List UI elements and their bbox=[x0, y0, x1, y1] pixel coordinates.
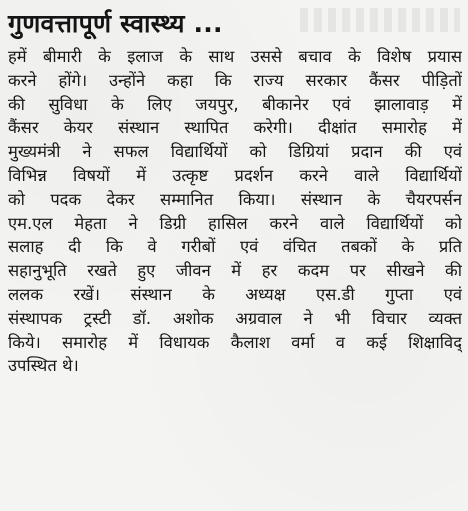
article-line: हमें बीमारी के इलाज के साथ उससे बचाव के विशेष प्रयास bbox=[8, 47, 462, 66]
article-line: ललक रखें। संस्थान के अध्यक्ष एस.डी गुप्ता एवं bbox=[8, 284, 462, 304]
show-through-texture bbox=[300, 8, 460, 32]
article-line: को पदक देकर सम्मानित किया। संस्थान के चैयरपर्सन bbox=[8, 189, 462, 209]
article-line: संस्थापक ट्रस्टी डॉ. अशोक अग्रवाल ने भी विचार व्यक्त bbox=[8, 308, 462, 328]
article-line: सहानुभूति रखते हुए जीवन में हर कदम पर सीखने की bbox=[8, 261, 462, 281]
article-line: कैंसर केयर संस्थान स्थापित करेगी। दीक्षांत समारोह में bbox=[8, 118, 462, 138]
article-headline: गुणवत्तापूर्ण स्वास्थ्य ... bbox=[8, 9, 223, 38]
article-line: की सुविधा के लिए जयपुर, बीकानेर एवं झालावाड़ में bbox=[8, 94, 462, 114]
article-line: मुख्यमंत्री ने सफल विद्यार्थियों को डिग्रियां प्रदान की एवं bbox=[8, 142, 462, 162]
article-line: उपस्थित थे। bbox=[8, 356, 79, 376]
article-line: सलाह दी कि वे गरीबों एवं वंचित तबकों के प्रति bbox=[8, 237, 462, 257]
article-line: विभिन्न विषयों में उत्कृष्ट प्रदर्शन करने वाले विद्यार्थियों bbox=[8, 165, 462, 185]
article-line: करने होंगे। उन्होंने कहा कि राज्य सरकार कैंसर पीड़ितों bbox=[8, 70, 462, 90]
article-line: एम.एल मेहता ने डिग्री हासिल करने वाले विद्यार्थियों को bbox=[8, 213, 462, 233]
article-body bbox=[8, 45, 462, 378]
article-line: किये। समारोह में विधायक कैलाश वर्मा व कई शिक्षाविद् bbox=[8, 332, 462, 352]
